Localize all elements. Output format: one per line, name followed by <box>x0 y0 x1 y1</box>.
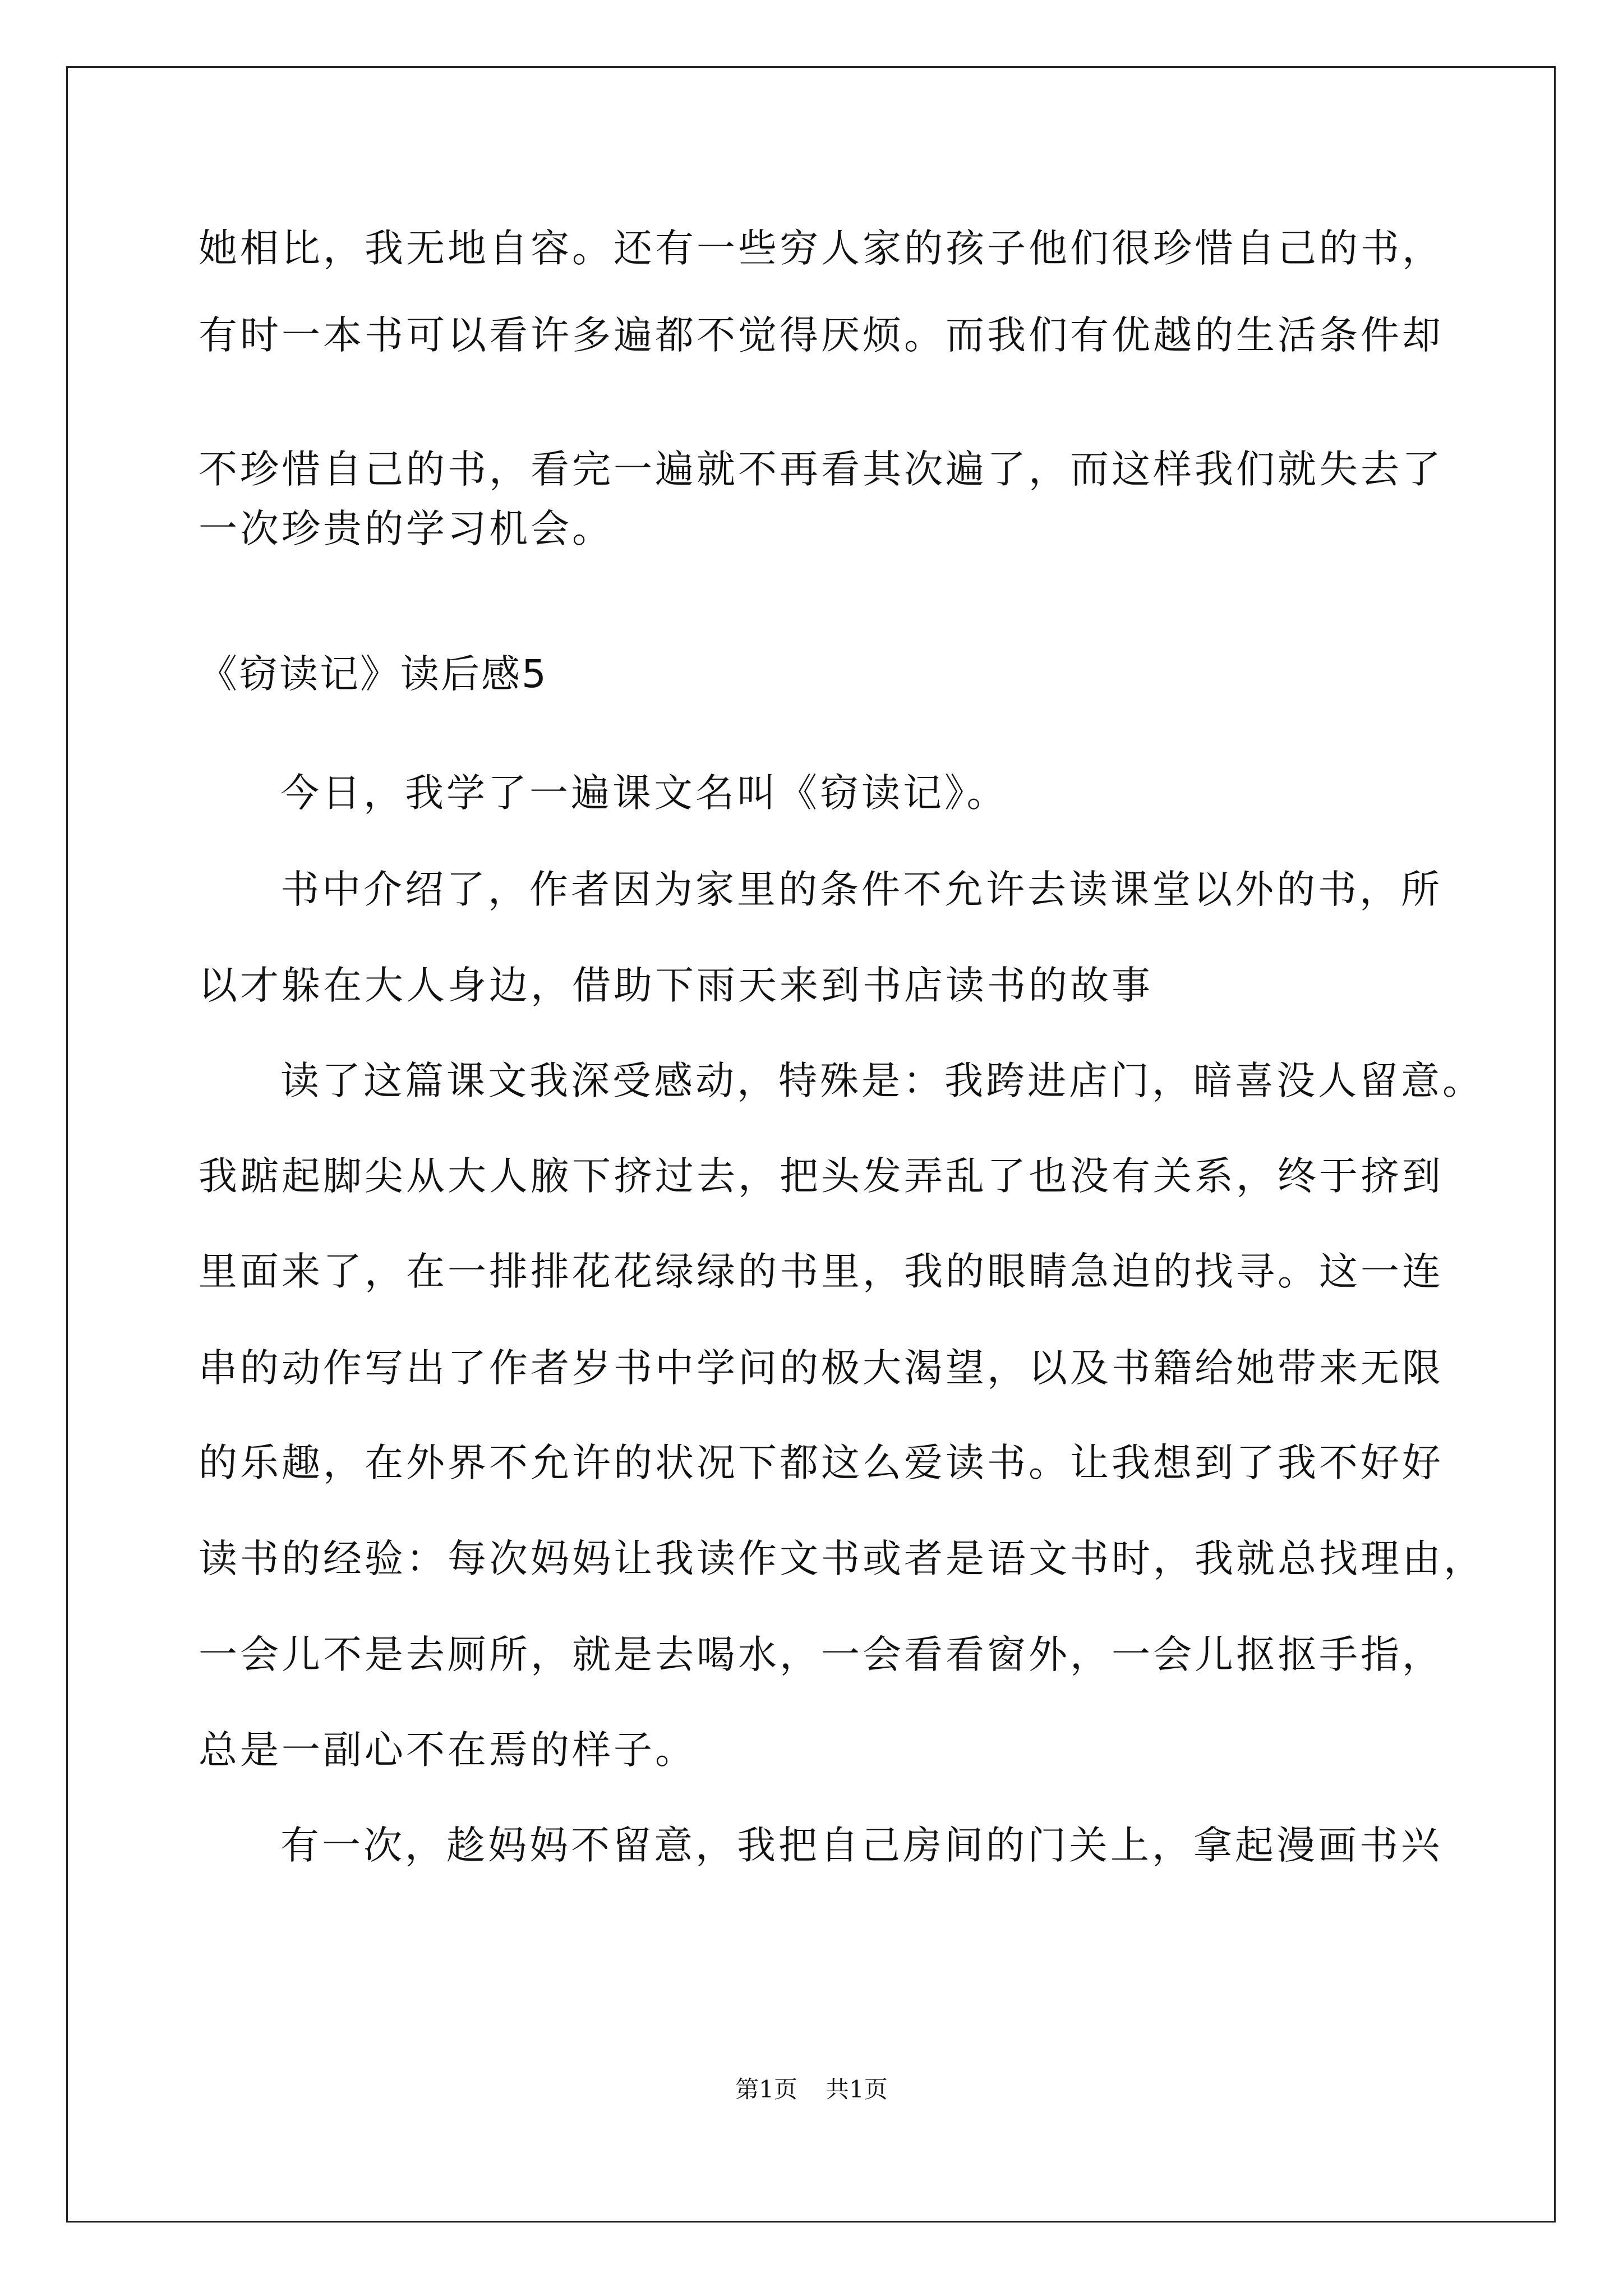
paragraph-line: 里面来了，在一排排花花绿绿的书里，我的眼睛急迫的找寻。这一连 <box>199 1249 1444 1294</box>
paragraph-line: 串的动作写出了作者岁书中学问的极大渴望，以及书籍给她带来无限 <box>199 1346 1444 1391</box>
section-heading: 《窃读记》读后感5 <box>199 652 548 697</box>
paragraph-line: 不珍惜自己的书，看完一遍就不再看其次遍了，而这样我们就失去了 <box>199 447 1444 492</box>
paragraph-line: 今日，我学了一遍课文名叫《窃读记》。 <box>280 771 1008 816</box>
paragraph-line: 读了这篇课文我深受感动，特殊是：我跨进店门，暗喜没人留意。 <box>280 1059 1484 1103</box>
paragraph-line: 一会儿不是去厕所，就是去喝水，一会看看窗外，一会儿抠抠手指， <box>199 1632 1444 1677</box>
paragraph-line: 以才躲在大人身边，借助下雨天来到书店读书的故事 <box>199 963 1153 1008</box>
paragraph-line: 总是一副心不在焉的样子。 <box>199 1728 697 1773</box>
paragraph-line: 她相比，我无地自容。还有一些穷人家的孩子他们很珍惜自己的书， <box>199 226 1444 271</box>
paragraph-line: 书中介绍了，作者因为家里的条件不允许去读课堂以外的书，所 <box>280 867 1442 912</box>
paragraph-line: 我踮起脚尖从大人腋下挤过去，把头发弄乱了也没有关系，终于挤到 <box>199 1154 1444 1199</box>
page-footer <box>0 2073 1623 2106</box>
page-border <box>66 66 1556 2223</box>
paragraph-line: 一次珍贵的学习机会。 <box>199 507 614 551</box>
paragraph-line: 有一次，趁妈妈不留意，我把自己房间的门关上，拿起漫画书兴 <box>280 1823 1442 1868</box>
paragraph-line: 读书的经验：每次妈妈让我读作文书或者是语文书时，我就总找理由， <box>199 1536 1485 1581</box>
page-number: 第1页 <box>735 2076 797 2103</box>
page-total: 共1页 <box>826 2076 888 2103</box>
paragraph-line: 有时一本书可以看许多遍都不觉得厌烦。而我们有优越的生活条件却 <box>199 313 1444 358</box>
paragraph-line: 的乐趣，在外界不允许的状况下都这么爱读书。让我想到了我不好好 <box>199 1441 1444 1485</box>
